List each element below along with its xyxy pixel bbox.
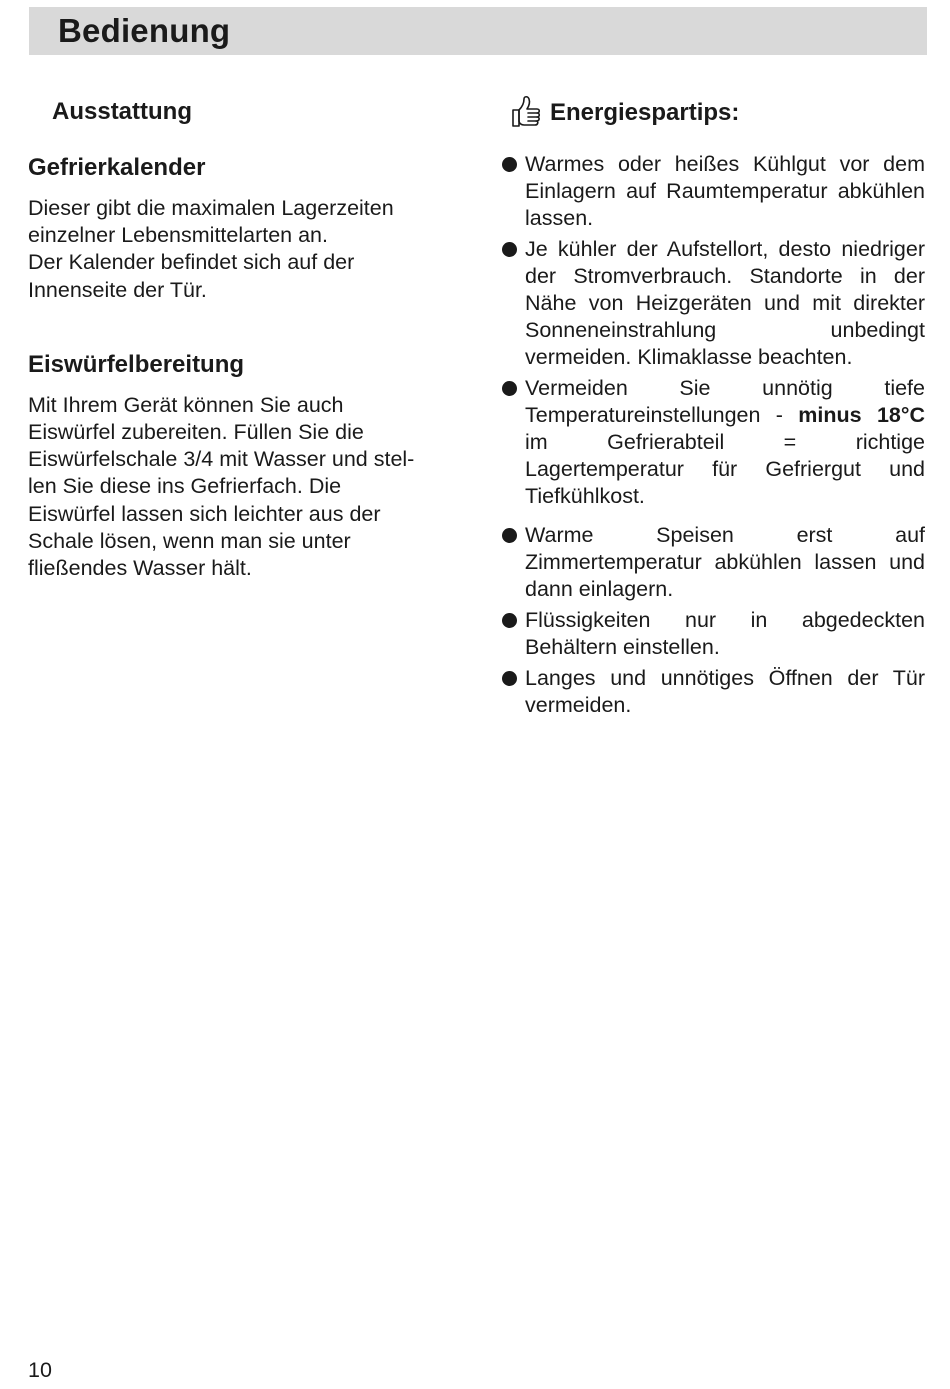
bullet-icon [502,528,517,543]
page-title: Bedienung [58,12,231,49]
left-column [28,95,448,582]
tip-item: Je kühler der Aufstellort, desto niedriger der Stromverbrauch. Standorte in der Nähe von Heizgeräten und mit direkter Sonneneinstrahlung unbedingt vermeiden. Klimaklasse beachten. [500,236,925,371]
tip-item: Flüssigkeiten nur in abgedeckten Behältern einstellen. [500,607,925,661]
section-text-gefrierkalender: Dieser gibt die maximalen Lagerzeiten einzelner Lebensmittelarten an. Der Kalender befindet sich auf der Innenseite der Tür. [28,196,394,302]
bullet-icon [502,671,517,686]
tips-list [500,151,925,719]
bullet-icon [502,157,517,172]
temperature-value: minus 18°C [798,403,925,427]
page-number: 10 [28,1358,52,1382]
bullet-icon [502,242,517,257]
right-column [500,88,925,723]
tips-title: Energiespartips: [550,99,740,126]
header-bar [29,7,927,55]
tips-header [500,88,925,138]
subtitle-ausstattung: Ausstattung [52,98,192,125]
bullet-icon [502,381,517,396]
thumbs-up-icon [506,93,546,133]
section-title-gefrierkalender: Gefrierkalender [28,154,206,181]
tip-item: Langes und unnötiges Öffnen der Tür vermeiden. [500,665,925,719]
tip-item: Warme Speisen erst auf Zimmertemperatur abkühlen lassen und dann einlagern. [500,522,925,603]
bullet-icon [502,613,517,628]
section-text-eiswuerfelbereitung: Mit Ihrem Gerät können Sie auch Eiswürfel zubereiten. Füllen Sie die Eiswürfelschale 3/4 mit Wasser und stel- len Sie diese ins Gefrierfach. Die Eiswürfel lassen sich leichter aus der Schale lösen, wenn man sie unter fließendes Wasser hält. [28,392,415,581]
tip-item: Warmes oder heißes Kühlgut vor dem Einlagern auf Raumtemperatur abkühlen lassen. [500,151,925,232]
tip-item: Vermeiden Sie unnötig tiefe Temperatureinstellungen - minus 18°C im Gefrierabteil = richtige Lagertemperatur für Gefriergut und Tiefkühlkost. [500,375,925,510]
section-title-eiswuerfelbereitung: Eiswürfelbereitung [28,350,245,378]
